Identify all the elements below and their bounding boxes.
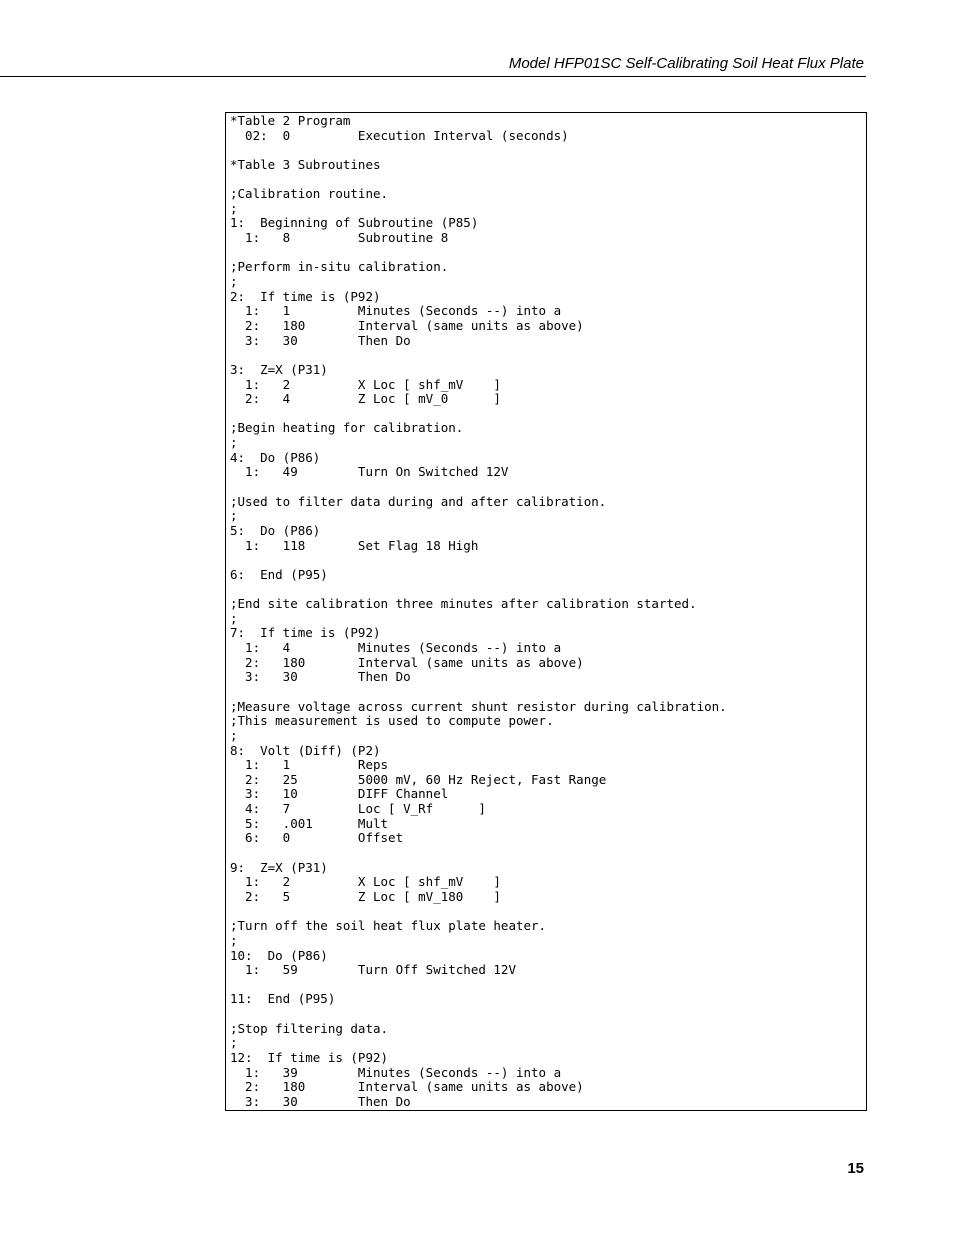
code-line: 3: Z=X (P31) xyxy=(230,362,328,377)
code-line: 9: Z=X (P31) xyxy=(230,860,328,875)
code-line xyxy=(230,246,866,261)
code-line: 2: If time is (P92) xyxy=(230,289,381,304)
code-line: ;Calibration routine. xyxy=(230,187,389,202)
code-line: ; xyxy=(230,933,238,948)
code-line xyxy=(230,480,866,495)
code-line: 10: Do (P86) xyxy=(230,948,328,963)
code-line xyxy=(230,846,866,861)
code-line: 2: 25 5000 mV, 60 Hz Reject, Fast Range xyxy=(230,772,607,787)
code-line: 5: .001 Mult xyxy=(230,816,389,831)
code-line: *Table 3 Subroutines xyxy=(230,157,381,172)
code-line: 2: 4 Z Loc [ mV_0 ] xyxy=(230,392,501,407)
code-line: 4: 7 Loc [ V_Rf ] xyxy=(230,802,486,817)
code-line xyxy=(230,905,866,920)
code-line: 1: 39 Minutes (Seconds --) into a xyxy=(230,1065,562,1080)
code-line: 02: 0 Execution Interval (seconds) xyxy=(230,128,569,143)
code-line: ;Measure voltage across current shunt resistor during calibration. xyxy=(230,699,727,714)
program-listing xyxy=(226,113,866,1110)
code-line: 1: 59 Turn Off Switched 12V xyxy=(230,963,516,978)
program-listing-box xyxy=(225,112,867,1111)
code-line: ;End site calibration three minutes after calibration started. xyxy=(230,597,697,612)
code-line: 2: 5 Z Loc [ mV_180 ] xyxy=(230,889,501,904)
code-line: *Table 2 Program xyxy=(230,114,351,128)
code-line: 7: If time is (P92) xyxy=(230,626,381,641)
code-line: ; xyxy=(230,1036,238,1051)
code-line: 2: 180 Interval (same units as above) xyxy=(230,1080,584,1095)
code-line: 3: 30 Then Do xyxy=(230,333,411,348)
code-line: 1: 49 Turn On Switched 12V xyxy=(230,465,509,480)
code-line: ; xyxy=(230,436,238,451)
code-line: 1: Beginning of Subroutine (P85) xyxy=(230,216,479,231)
code-line: 1: 2 X Loc [ shf_mV ] xyxy=(230,875,501,890)
code-line: 12: If time is (P92) xyxy=(230,1051,389,1065)
code-line: ; xyxy=(230,509,238,524)
code-line: ;Perform in-situ calibration. xyxy=(230,260,449,275)
code-line: ;This measurement is used to compute power. xyxy=(230,714,554,729)
code-line: 1: 2 X Loc [ shf_mV ] xyxy=(230,377,501,392)
code-line: ;Stop filtering data. xyxy=(230,1021,389,1036)
code-line xyxy=(230,407,866,422)
code-line xyxy=(230,978,866,993)
code-line: ;Used to filter data during and after calibration. xyxy=(230,494,607,509)
code-line: 3: 30 Then Do xyxy=(230,1094,411,1109)
code-line: 1: 1 Minutes (Seconds --) into a xyxy=(230,304,562,319)
code-line: ; xyxy=(230,275,238,290)
code-line: 5: Do (P86) xyxy=(230,523,321,538)
header-divider xyxy=(0,76,866,77)
code-line xyxy=(230,583,866,598)
page-header-title: Model HFP01SC Self-Calibrating Soil Heat Flux Plate xyxy=(508,55,864,72)
code-line xyxy=(230,143,866,158)
code-line: ; xyxy=(230,611,238,626)
code-line: 3: 10 DIFF Channel xyxy=(230,787,449,802)
code-line: ; xyxy=(230,201,238,216)
code-line xyxy=(230,1007,866,1022)
code-line: 11: End (P95) xyxy=(230,992,336,1007)
code-line xyxy=(230,685,866,700)
code-line: 1: 118 Set Flag 18 High xyxy=(230,538,479,553)
code-line xyxy=(230,348,866,363)
code-line: 3: 30 Then Do xyxy=(230,670,411,685)
code-line: 6: End (P95) xyxy=(230,567,328,582)
code-line xyxy=(230,173,866,188)
code-line: 2: 180 Interval (same units as above) xyxy=(230,655,584,670)
code-line: 6: 0 Offset xyxy=(230,831,404,846)
code-line: ;Turn off the soil heat flux plate heater. xyxy=(230,919,547,934)
code-line: 4: Do (P86) xyxy=(230,450,321,465)
code-line: 2: 180 Interval (same units as above) xyxy=(230,318,584,333)
code-line xyxy=(230,553,866,568)
page-number: 15 xyxy=(847,1160,864,1177)
code-line: ;Begin heating for calibration. xyxy=(230,421,464,436)
code-line: ; xyxy=(230,728,238,743)
code-line: 1: 1 Reps xyxy=(230,758,389,773)
code-line: 1: 4 Minutes (Seconds --) into a xyxy=(230,641,562,656)
code-line: 8: Volt (Diff) (P2) xyxy=(230,743,381,758)
code-line: 1: 8 Subroutine 8 xyxy=(230,231,449,246)
